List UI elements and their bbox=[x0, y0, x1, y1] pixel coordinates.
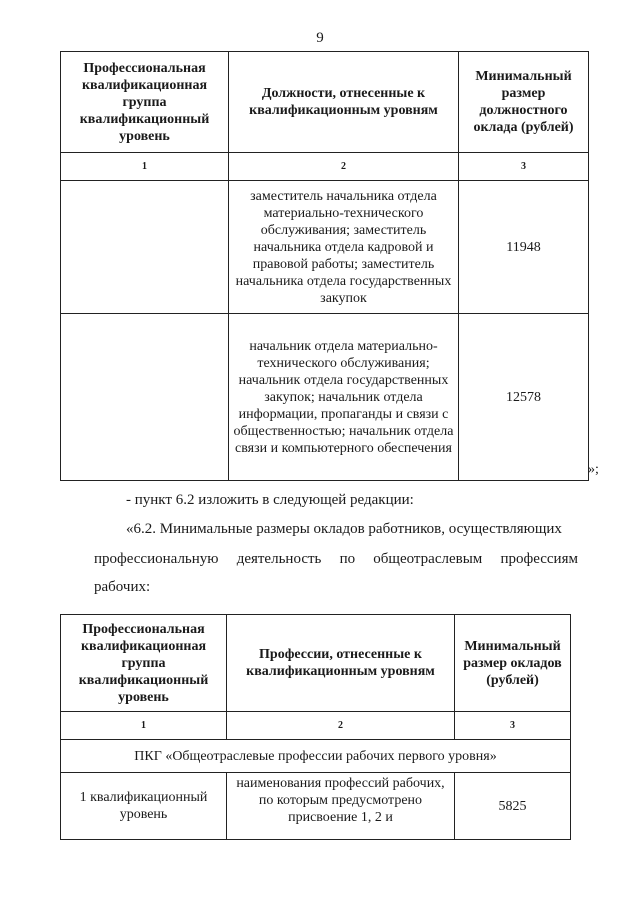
col-number: 1 bbox=[61, 153, 229, 181]
professions-cell bbox=[227, 773, 455, 840]
word: по bbox=[339, 551, 356, 567]
salary-table-positions bbox=[60, 51, 589, 481]
word: деятельность bbox=[236, 551, 322, 567]
paragraph-clause-end: рабочих: bbox=[94, 579, 151, 595]
professions-text: наименования профессий рабочих, по которым предусмотрено присвоение 1, 2 и bbox=[236, 776, 445, 825]
salary-cell: 12578 bbox=[459, 314, 589, 481]
word: профессиям bbox=[500, 551, 578, 567]
salary-cell: 11948 bbox=[459, 181, 589, 314]
group-cell bbox=[61, 314, 229, 481]
salary-table-professions bbox=[60, 614, 571, 840]
header-professions: Профессии, отнесенные к квалификационным уровням bbox=[227, 615, 455, 712]
positions-cell: начальник отдела материально-технического обслуживания; начальник отдела государственных закупок; начальник отдела информации, пропаганды и связи с общественностью; начальник отдела связи и компьютерного обеспечения bbox=[229, 314, 459, 481]
group-title: ПКГ «Общеотраслевые профессии рабочих первого уровня» bbox=[61, 740, 571, 773]
col-number: 3 bbox=[459, 153, 589, 181]
table-row bbox=[61, 314, 589, 481]
header-group: Профессиональная квалификационная группа квалификационный уровень bbox=[61, 615, 227, 712]
level-cell: 1 квалификационный уровень bbox=[61, 773, 227, 840]
col-number: 2 bbox=[229, 153, 459, 181]
table-row bbox=[61, 773, 571, 840]
page-number: 9 bbox=[316, 30, 324, 46]
closing-quote: »; bbox=[588, 462, 599, 477]
header-salary: Минимальный размер должностного оклада (рублей) bbox=[459, 52, 589, 153]
table-row bbox=[61, 181, 589, 314]
positions-cell: заместитель начальника отдела материально-технического обслуживания; заместитель начальника отдела кадровой и правовой работы; заместитель начальника отдела государственных закупок bbox=[229, 181, 459, 314]
header-group: Профессиональная квалификационная группа квалификационный уровень bbox=[61, 52, 229, 153]
paragraph-clause: «6.2. Минимальные размеры окладов работников, осуществляющих bbox=[126, 521, 562, 537]
col-number: 1 bbox=[61, 712, 227, 740]
paragraph-instruction: - пункт 6.2 изложить в следующей редакции: bbox=[126, 492, 414, 508]
group-cell bbox=[61, 181, 229, 314]
header-positions: Должности, отнесенные к квалификационным уровням bbox=[229, 52, 459, 153]
col-number: 3 bbox=[455, 712, 571, 740]
word: общеотраслевым bbox=[373, 551, 483, 567]
salary-cell: 5825 bbox=[455, 773, 571, 840]
word: профессиональную bbox=[94, 551, 219, 567]
header-salary: Минимальный размер окладов (рублей) bbox=[455, 615, 571, 712]
paragraph-clause-continued bbox=[94, 550, 578, 568]
col-number: 2 bbox=[227, 712, 455, 740]
